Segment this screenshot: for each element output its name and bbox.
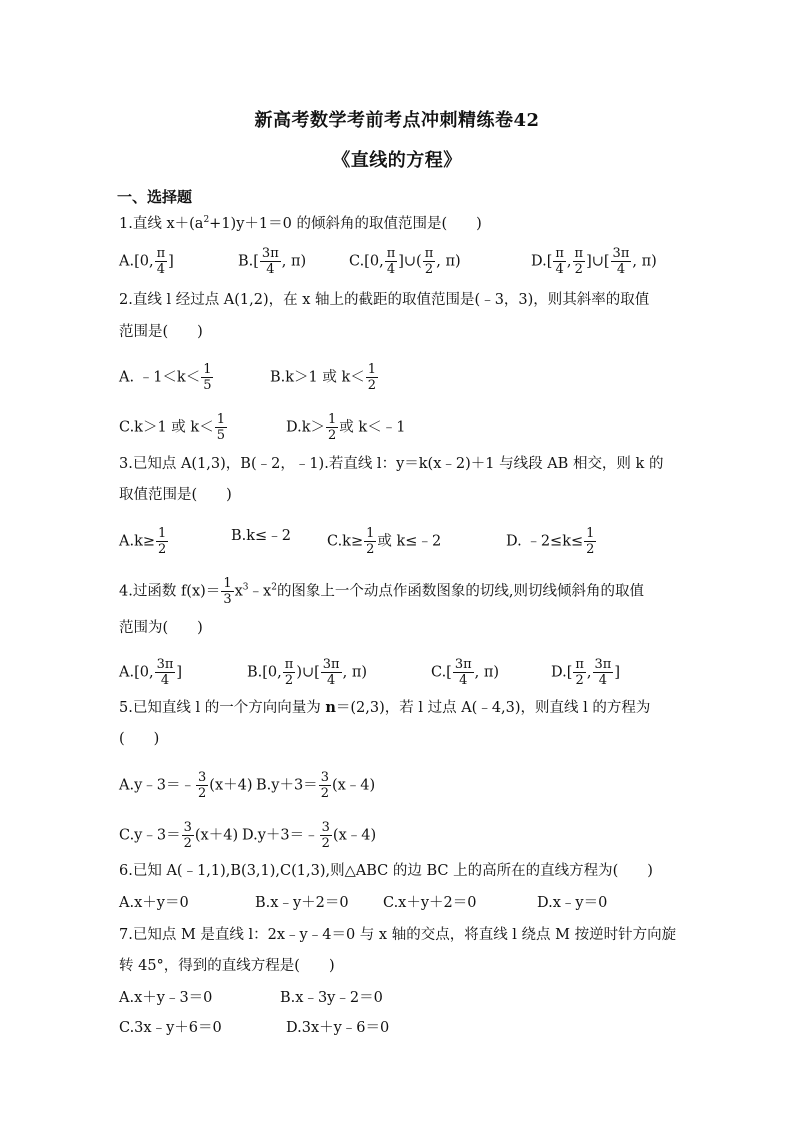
page-subtitle: 《直线的方程》 <box>332 150 462 171</box>
option-d: D.k＞ $\frac{1}{2}$ 或 k＜﹣1 <box>286 412 406 443</box>
option-d: D.[ $\frac{\pi}{4}$ , $\frac{\pi}{2}$ ]∪[ $\frac{3\pi}{4}$ , π) <box>531 246 657 277</box>
question-stem-cont: 范围为( ) <box>119 620 203 636</box>
fraction: $\frac{3\pi}{4}$ <box>322 657 340 688</box>
option-c: C.[ $\frac{3\pi}{4}$ , π) <box>431 657 500 688</box>
fraction: $\frac{3}{2}$ <box>320 770 329 801</box>
option-b: B.y＋3＝ $\frac{3}{2}$ (x﹣4) <box>256 770 376 801</box>
option-b: B.[ $\frac{3\pi}{4}$ , π) <box>238 246 307 277</box>
option-c: C.k≥ $\frac{1}{2}$ 或 k≤﹣2 <box>327 526 442 557</box>
option-b: B.[0, $\frac{\pi}{2}$ )∪[ $\frac{3\pi}{4}$ , π) <box>247 657 368 688</box>
option-d: D.x﹣y＝0 <box>537 895 608 911</box>
option-c: C.3x﹣y＋6＝0 <box>119 1020 222 1036</box>
fraction: $\frac{1}{5}$ <box>216 412 225 443</box>
option-a: A.y﹣3＝﹣ $\frac{3}{2}$ (x＋4) <box>119 770 253 801</box>
fraction: $\frac{3}{2}$ <box>183 820 192 851</box>
fraction: $\frac{\pi}{2}$ <box>284 657 294 688</box>
fraction: $\frac{\pi}{4}$ <box>156 246 166 277</box>
question-stem: 1.直线 $x+(a^2+1)y+1=0$ 的倾斜角的取值范围是( ) <box>119 215 482 232</box>
fraction: $\frac{3\pi}{4}$ <box>156 657 174 688</box>
fraction: $\frac{\pi}{2}$ <box>575 657 584 688</box>
question-stem: 7.已知点 M 是直线 l：2x﹣y﹣4＝0 与 x 轴的交点，将直线 l 绕点 M 按逆时针方向旋 <box>119 927 677 943</box>
option-b: B.x﹣y＋2＝0 <box>255 895 349 911</box>
fraction: $\frac{1}{5}$ <box>203 362 212 393</box>
question-stem: 3.已知点 A(1,3)，B(﹣2，﹣1).若直线 l：y＝k(x﹣2)＋1 与线段 AB 相交，则 k 的 <box>119 456 664 472</box>
fraction: $\frac{\pi}{2}$ <box>424 246 434 277</box>
option-d: D.y＋3＝﹣ $\frac{3}{2}$ (x﹣4) <box>242 820 377 851</box>
option-b: B.k≤﹣2 <box>231 528 291 544</box>
question-stem-cont: 取值范围是( ) <box>119 487 232 503</box>
option-a: A.[0, $\frac{3\pi}{4}$ ] <box>119 657 183 688</box>
option-d: D. ﹣2≤k≤ $\frac{1}{2}$ <box>506 526 595 557</box>
option-c: C.x＋y＋2＝0 <box>383 895 477 911</box>
fraction: $\frac{1}{3}$ <box>223 576 232 607</box>
section-heading: 一、选择题 <box>117 188 193 206</box>
fraction: $\frac{1}{2}$ <box>586 526 595 557</box>
fraction: $\frac{3}{2}$ <box>198 770 207 801</box>
fraction: $\frac{3\pi}{4}$ <box>454 657 472 688</box>
fraction: $\frac{3}{2}$ <box>321 820 330 851</box>
option-c: C.k＞1 或 k＜ $\frac{1}{5}$ <box>119 412 225 443</box>
option-b: B.k＞1 或 k＜ $\frac{1}{2}$ <box>270 362 377 393</box>
option-d: D.[ $\frac{\pi}{2}$ , $\frac{3\pi}{4}$ ] <box>551 657 621 688</box>
fraction: $\frac{1}{2}$ <box>366 526 375 557</box>
fraction: $\frac{3\pi}{4}$ <box>261 246 279 277</box>
option-d: D.3x＋y﹣6＝0 <box>286 1020 390 1036</box>
question-stem: 6.已知 A(﹣1,1),B(3,1),C(1,3),则△ABC 的边 BC 上的高所在的直线方程为( ) <box>119 863 653 879</box>
fraction: $\frac{3\pi}{4}$ <box>612 246 630 277</box>
option-a: A.k≥ $\frac{1}{2}$ <box>119 526 167 557</box>
fraction: $\frac{\pi}{4}$ <box>386 246 396 277</box>
question-stem: 4.过函数 f(x)＝ $\frac{1}{3}$ $x^3﹣x^2$的图象上一个动点作函数图象的切线,则切线倾斜角的取值 <box>119 576 645 607</box>
fraction: $\frac{1}{2}$ <box>158 526 167 557</box>
option-a: A.x＋y﹣3＝0 <box>119 990 213 1006</box>
question-stem: 2.直线 l 经过点 A(1,2)，在 x 轴上的截距的取值范围是(﹣3，3)，则其斜率的取值 <box>119 292 650 308</box>
fraction: $\frac{\pi}{2}$ <box>574 246 584 277</box>
question-stem-cont: 范围是( ) <box>119 324 203 340</box>
option-a: A.[0, $\frac{\pi}{4}$ ] <box>119 246 174 277</box>
option-a: A. ﹣1＜k＜ $\frac{1}{5}$ <box>119 362 212 393</box>
option-c: C.y﹣3＝ $\frac{3}{2}$ (x＋4) <box>119 820 239 851</box>
fraction: $\frac{\pi}{4}$ <box>555 246 564 277</box>
option-c: C.[0, $\frac{\pi}{4}$ ]∪( $\frac{\pi}{2}$ , π) <box>349 246 461 277</box>
question-stem-cont: 转 45°，得到的直线方程是( ) <box>119 958 335 974</box>
page-title: 新高考数学考前考点冲刺精练卷42 <box>254 110 540 131</box>
option-b: B.x﹣3y﹣2＝0 <box>280 990 383 1006</box>
fraction: $\frac{1}{2}$ <box>367 362 377 393</box>
fraction: $\frac{1}{2}$ <box>328 412 337 443</box>
fraction: $\frac{3\pi}{4}$ <box>594 657 612 688</box>
question-stem-cont: ( ) <box>119 731 160 747</box>
option-a: A.x＋y＝0 <box>119 895 189 911</box>
question-stem: 5.已知直线 l 的一个方向向量为 n＝(2,3)，若 l 过点 A(﹣4,3)，则直线 l 的方程为 <box>119 699 651 716</box>
